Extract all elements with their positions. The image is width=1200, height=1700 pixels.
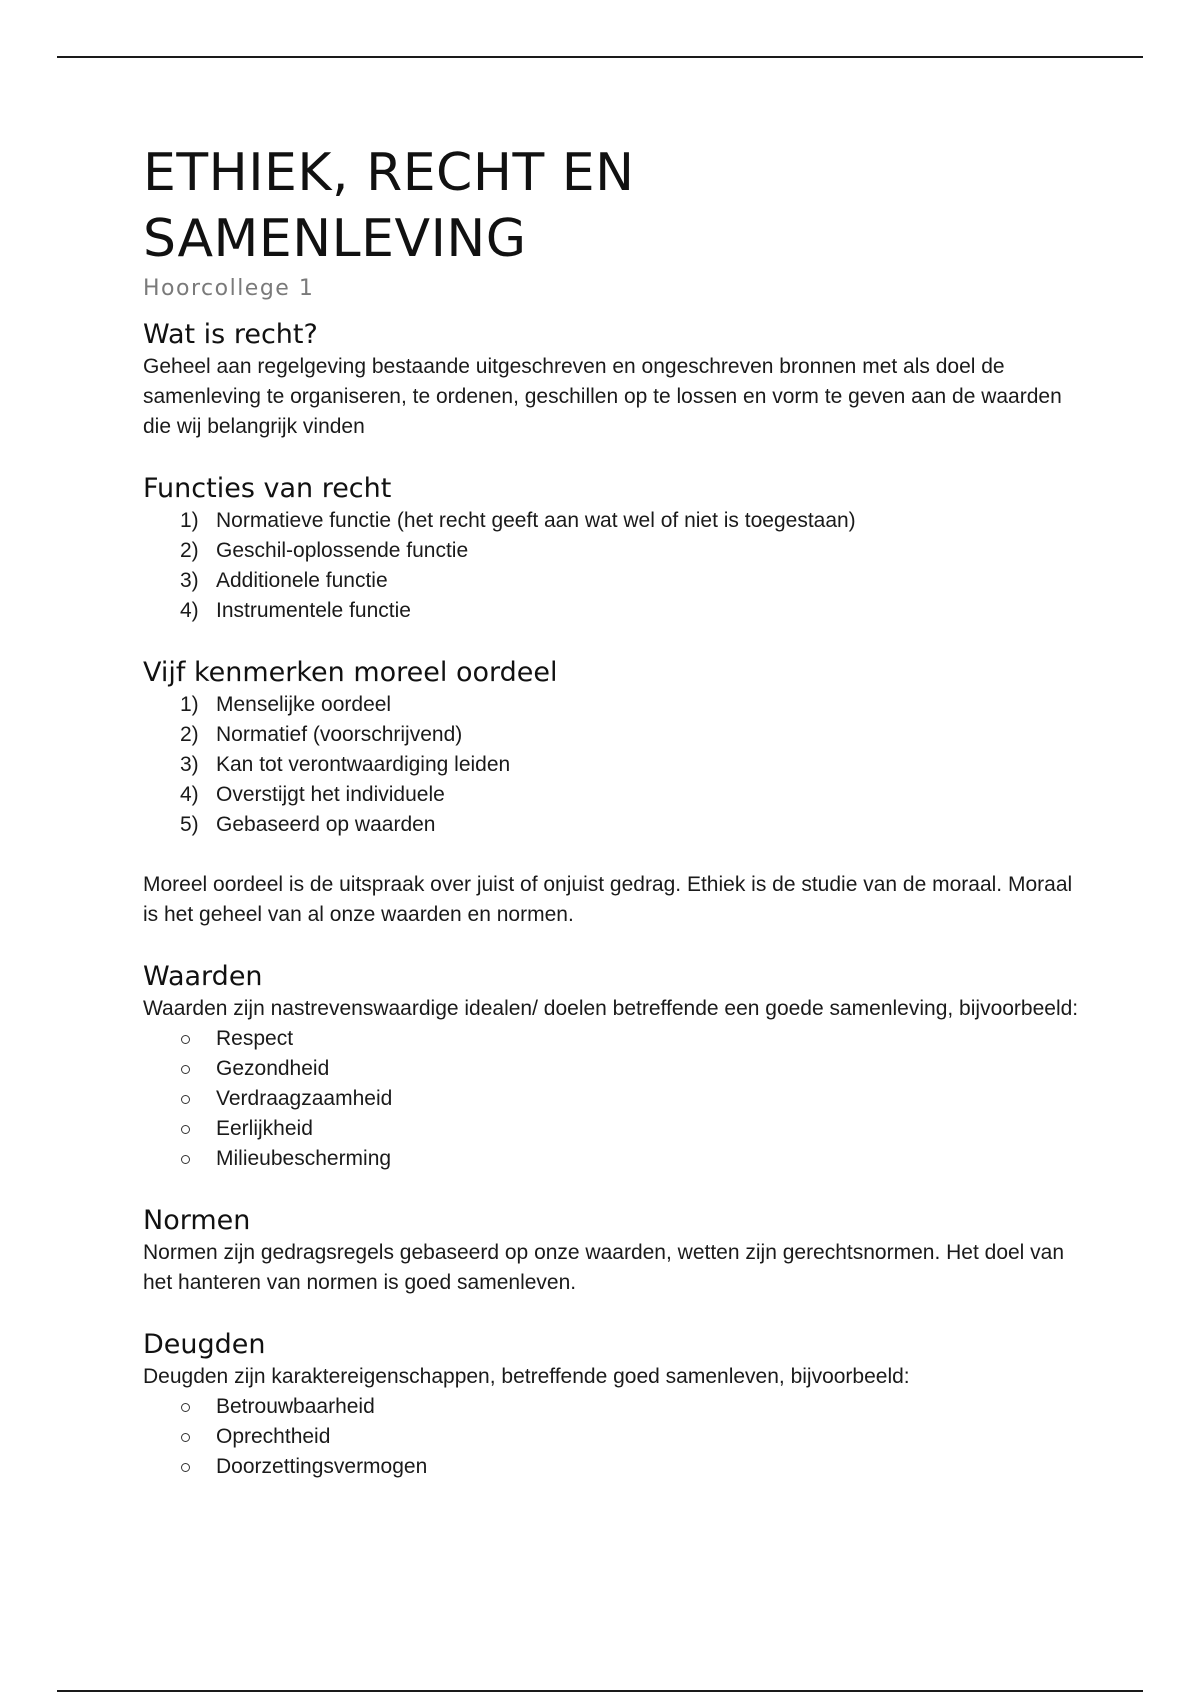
heading-waarden: Waarden [143, 961, 263, 992]
kenmerken-list [143, 690, 1083, 840]
list-marker: 4) [180, 783, 199, 806]
list-item [143, 596, 1083, 626]
list-item-text: Additionele functie [216, 569, 388, 592]
list-marker: 3) [180, 753, 199, 776]
list-item-text: Menselijke oordeel [216, 693, 392, 716]
list-item [143, 720, 1083, 750]
list-item [143, 506, 1083, 536]
heading-normen: Normen [143, 1205, 251, 1236]
list-item-text: Kan tot verontwaardiging leiden [216, 753, 511, 776]
list-item-text: Verdraagzaamheid [216, 1087, 393, 1110]
paragraph-deugden: Deugden zijn karaktereigenschappen, betreffende goed samenleven, bijvoorbeeld: [143, 1365, 910, 1388]
list-item-text: Betrouwbaarheid [216, 1395, 375, 1418]
list-item [143, 1392, 1083, 1422]
paragraph-normen: Normen zijn gedragsregels gebaseerd op onze waarden, wetten zijn gerechtsnormen. Het doel van het hanteren van normen is goed samenleven. [143, 1241, 1065, 1294]
bullet-circle-icon [181, 1035, 190, 1044]
document-title [143, 140, 1083, 272]
bullet-circle-icon [181, 1065, 190, 1074]
list-marker: 1) [180, 693, 199, 716]
bullet-circle-icon [181, 1433, 190, 1442]
deugden-list [143, 1392, 1083, 1482]
list-item-text: Eerlijkheid [216, 1117, 313, 1140]
list-item [143, 566, 1083, 596]
list-item-text: Oprechtheid [216, 1425, 331, 1448]
list-item [143, 810, 1083, 840]
list-item-text: Normatief (voorschrijvend) [216, 723, 463, 746]
title-line-1: ETHIEK, RECHT EN [143, 143, 635, 203]
heading-functies: Functies van recht [143, 473, 392, 504]
list-item [143, 536, 1083, 566]
list-marker: 2) [180, 539, 199, 562]
list-item [143, 690, 1083, 720]
list-item [143, 1452, 1083, 1482]
list-item-text: Milieubescherming [216, 1147, 392, 1170]
list-item-text: Respect [216, 1027, 294, 1050]
bullet-circle-icon [181, 1403, 190, 1412]
paragraph-moreel-oordeel: Moreel oordeel is de uitspraak over juist of onjuist gedrag. Ethiek is de studie van de moraal. Moraal is het geheel van al onze waarden en normen. [143, 873, 1073, 926]
document-body [143, 140, 1083, 1482]
list-marker: 4) [180, 599, 199, 622]
list-item-text: Geschil-oplossende functie [216, 539, 469, 562]
list-item [143, 1114, 1083, 1144]
title-line-2: SAMENLEVING [143, 209, 527, 269]
list-item-text: Normatieve functie (het recht geeft aan wat wel of niet is toegestaan) [216, 509, 856, 532]
list-item-text: Overstijgt het individuele [216, 783, 445, 806]
document-subtitle: Hoorcollege 1 [143, 276, 315, 301]
list-item [143, 1084, 1083, 1114]
list-marker: 2) [180, 723, 199, 746]
heading-kenmerken: Vijf kenmerken moreel oordeel [143, 657, 558, 688]
list-item [143, 1054, 1083, 1084]
heading-wat-is-recht: Wat is recht? [143, 319, 318, 350]
list-item [143, 750, 1083, 780]
list-marker: 5) [180, 813, 199, 836]
list-item-text: Gezondheid [216, 1057, 330, 1080]
list-item-text: Gebaseerd op waarden [216, 813, 436, 836]
paragraph-wat-is-recht: Geheel aan regelgeving bestaande uitgeschreven en ongeschreven bronnen met als doel de samenleving te organiseren, te ordenen, geschillen op te lossen en vorm te geven aan de waarden die wij belangrijk vinden [143, 355, 1062, 438]
list-item [143, 1144, 1083, 1174]
bullet-circle-icon [181, 1095, 190, 1104]
list-marker: 3) [180, 569, 199, 592]
bullet-circle-icon [181, 1155, 190, 1164]
paragraph-waarden: Waarden zijn nastrevenswaardige idealen/ doelen betreffende een goede samenleving, bijvoorbeeld: [143, 997, 1079, 1020]
list-item [143, 780, 1083, 810]
top-rule [57, 56, 1143, 58]
bullet-circle-icon [181, 1125, 190, 1134]
list-item [143, 1024, 1083, 1054]
waarden-list [143, 1024, 1083, 1174]
list-item [143, 1422, 1083, 1452]
list-item-text: Instrumentele functie [216, 599, 411, 622]
bullet-circle-icon [181, 1463, 190, 1472]
heading-deugden: Deugden [143, 1329, 266, 1360]
functies-list [143, 506, 1083, 626]
list-item-text: Doorzettingsvermogen [216, 1455, 428, 1478]
list-marker: 1) [180, 509, 199, 532]
bottom-rule [57, 1690, 1143, 1692]
